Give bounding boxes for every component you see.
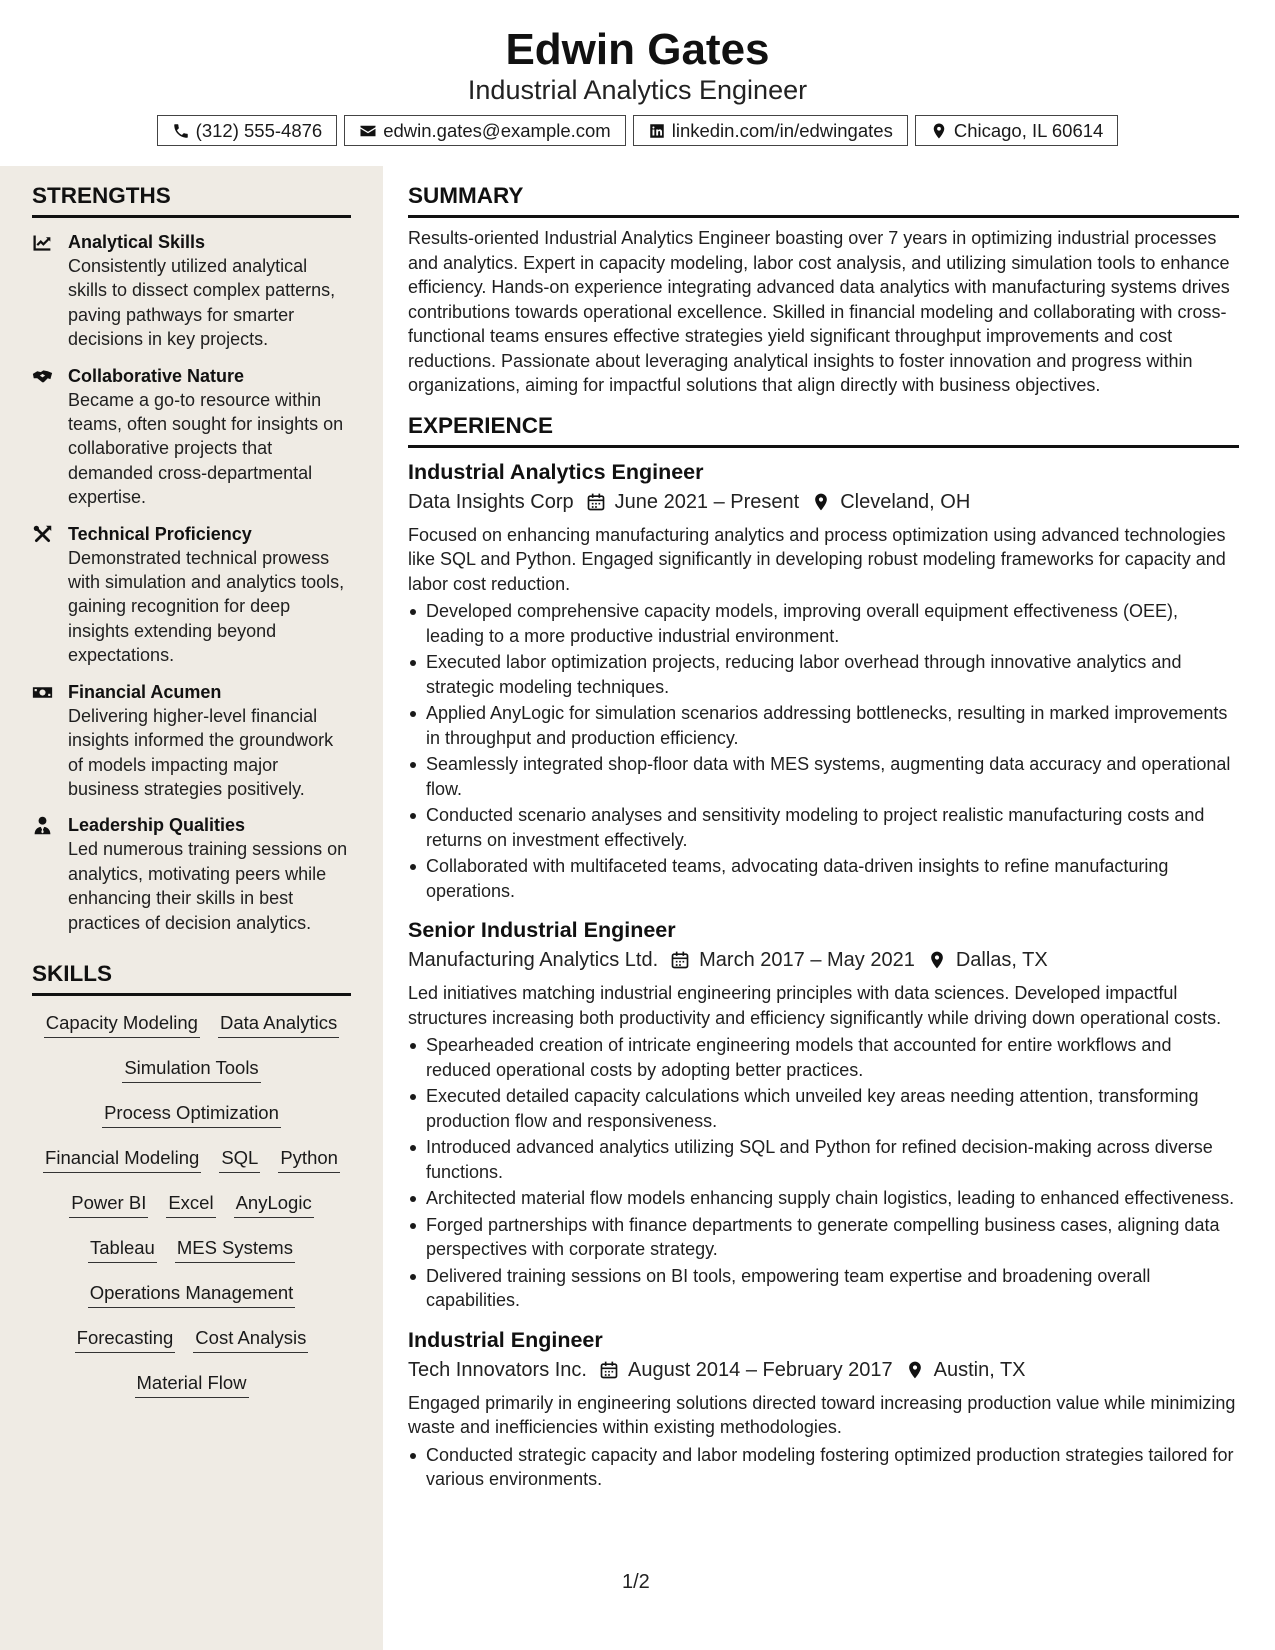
job-bullets <box>408 1443 1239 1492</box>
contact-linkedin-text: linkedin.com/in/edwingates <box>671 119 893 141</box>
strengths-heading: STRENGTHS <box>32 183 351 218</box>
map-pin-icon <box>811 492 831 512</box>
contact-email-text: edwin.gates@example.com <box>383 119 611 141</box>
strength-title: Leadership Qualities <box>68 815 246 836</box>
tools-icon <box>32 524 54 546</box>
skill-tag: Operations Management <box>88 1280 296 1308</box>
map-pin-icon <box>927 950 947 970</box>
skill-tag: SQL <box>219 1145 260 1173</box>
job-location: Dallas, TX <box>955 949 1048 971</box>
skill-tag: Excel <box>166 1190 215 1218</box>
strength-item <box>32 231 351 352</box>
contact-phone[interactable] <box>157 115 338 146</box>
strength-item <box>32 365 351 510</box>
skill-tag: Forecasting <box>75 1325 176 1353</box>
skill-tag: Cost Analysis <box>193 1325 308 1353</box>
summary-section <box>408 183 1239 398</box>
strength-title: Financial Acumen <box>68 681 222 702</box>
job-meta <box>408 1356 1239 1384</box>
calendar-icon <box>599 1360 619 1380</box>
linkedin-icon <box>648 122 666 140</box>
summary-text: Results-oriented Industrial Analytics Engineer boasting over 7 years in optimizing industrial processes and analytics. Expert in capacity modeling, labor cost analysis, and utilizing simulation tools to enhance efficiency. Hands-on experience integrating advanced data analytics with manufacturing systems drives contributions towards operational excellence. Skilled in financial modeling and collaborating with cross-functional teams ensures effective strategies yield significant throughput improvements and cost reductions. Passionate about leveraging analytical insights to foster innovation and progress within organizations, aiming for impactful solutions that align directly with business objectives. <box>408 228 1230 395</box>
skills-list <box>32 1010 351 1415</box>
skill-row <box>32 1100 351 1145</box>
calendar-icon <box>670 950 690 970</box>
map-pin-icon <box>905 1360 925 1380</box>
job-bullet: Executed labor optimization projects, reducing labor overhead through innovative analytics and strategic modeling techniques. <box>408 650 1239 699</box>
strength-desc: Consistently utilized analytical skills to dissect complex patterns, paving pathways for smarter decisions in key projects. <box>68 256 336 350</box>
job-bullet: Applied AnyLogic for simulation scenarios addressing bottlenecks, resulting in marked improvements in throughput and production efficiency. <box>408 701 1239 750</box>
job-bullet: Seamlessly integrated shop-floor data with MES systems, augmenting data accuracy and operational flow. <box>408 752 1239 801</box>
job-bullet: Spearheaded creation of intricate engineering models that accounted for entire workflows and reduced operational costs by adopting better practices. <box>408 1033 1239 1082</box>
resume-header <box>0 0 1275 166</box>
job-bullet: Developed comprehensive capacity models, improving overall equipment effectiveness (OEE), leading to a more productive industrial environment. <box>408 599 1239 648</box>
strength-desc: Became a go-to resource within teams, often sought for insights on collaborative projects that demanded cross-departmental expertise. <box>68 389 344 508</box>
job-company: Tech Innovators Inc. <box>408 1358 587 1381</box>
skill-tag: Power BI <box>69 1190 148 1218</box>
handshake-icon <box>32 366 54 388</box>
job-title: Industrial Engineer <box>408 1327 603 1352</box>
skill-tag: MES Systems <box>175 1235 295 1263</box>
skill-tag: Python <box>278 1145 340 1173</box>
sidebar <box>0 166 383 1650</box>
candidate-name: Edwin Gates <box>505 25 770 74</box>
strength-title: Technical Proficiency <box>68 523 252 544</box>
strength-item <box>32 523 351 668</box>
job-location: Austin, TX <box>933 1358 1026 1381</box>
experience-section <box>408 413 1239 1492</box>
skill-row <box>32 1010 351 1055</box>
main-content <box>408 166 1239 1494</box>
job-entry <box>408 917 1239 1313</box>
skill-tag: Financial Modeling <box>43 1145 201 1173</box>
job-bullet: Conducted strategic capacity and labor modeling fostering optimized production strategies tailored for various environments. <box>408 1443 1239 1492</box>
skill-tag: Data Analytics <box>218 1010 339 1038</box>
job-company: Manufacturing Analytics Ltd. <box>408 949 659 971</box>
contact-bar <box>0 115 1275 146</box>
contact-linkedin[interactable] <box>633 115 908 146</box>
envelope-icon <box>359 122 377 140</box>
skill-tag: Material Flow <box>135 1370 249 1398</box>
skill-row <box>32 1055 351 1100</box>
skill-row <box>32 1145 351 1190</box>
job-bullets <box>408 599 1239 903</box>
page-number: 1/2 <box>622 1571 650 1593</box>
strength-title: Collaborative Nature <box>68 365 245 386</box>
job-dates: March 2017 – May 2021 <box>699 949 915 971</box>
strength-desc: Delivering higher-level financial insights informed the groundwork of models impacting major business strategies positively. <box>68 705 334 799</box>
user-tie-icon <box>32 815 54 837</box>
job-description: Focused on enhancing manufacturing analytics and process optimization using advanced technologies like SQL and Python. Engaged significantly in developing robust modeling frameworks for capacity and labor cost reduction. <box>408 524 1226 594</box>
job-company: Data Insights Corp <box>408 490 574 513</box>
calendar-icon <box>586 492 606 512</box>
skills-heading: SKILLS <box>32 961 351 996</box>
phone-icon <box>172 122 190 140</box>
map-pin-icon <box>930 122 948 140</box>
contact-location[interactable] <box>915 115 1118 146</box>
contact-phone-text: (312) 555-4876 <box>195 119 323 141</box>
job-bullets <box>408 1033 1239 1313</box>
job-meta <box>408 946 1239 974</box>
job-dates: August 2014 – February 2017 <box>627 1358 893 1381</box>
strength-desc: Demonstrated technical prowess with simulation and analytics tools, gaining recognition for deep insights extending beyond expectations. <box>68 547 345 666</box>
skill-tag: Capacity Modeling <box>44 1010 200 1038</box>
experience-heading: EXPERIENCE <box>408 413 1239 448</box>
job-dates: June 2021 – Present <box>614 490 800 513</box>
job-title: Senior Industrial Engineer <box>408 918 676 942</box>
job-entry <box>408 1327 1239 1492</box>
skill-tag: Simulation Tools <box>122 1055 260 1083</box>
strength-item <box>32 681 351 802</box>
skill-tag: Process Optimization <box>102 1100 281 1128</box>
summary-heading: SUMMARY <box>408 183 1239 218</box>
candidate-title: Industrial Analytics Engineer <box>467 75 808 105</box>
skill-row <box>32 1325 351 1370</box>
job-bullet: Architected material flow models enhancing supply chain logistics, leading to enhanced effectiveness. <box>408 1186 1239 1211</box>
skill-tag: Tableau <box>88 1235 157 1263</box>
skill-row <box>32 1235 351 1280</box>
job-bullet: Conducted scenario analyses and sensitivity modeling to project realistic manufacturing costs and returns on investment effectively. <box>408 803 1239 852</box>
chart-line-icon <box>32 232 54 254</box>
job-meta <box>408 488 1239 516</box>
contact-email[interactable] <box>344 115 626 146</box>
job-bullet: Forged partnerships with finance departments to generate compelling business cases, aligning data perspectives with corporate strategy. <box>408 1213 1239 1262</box>
skill-tag: AnyLogic <box>234 1190 314 1218</box>
job-entry <box>408 459 1239 904</box>
job-description: Engaged primarily in engineering solutions directed toward increasing production value while minimizing waste and inefficiencies within existing methodologies. <box>408 1392 1236 1437</box>
job-bullet: Collaborated with multifaceted teams, advocating data-driven insights to refine manufacturing operations. <box>408 854 1239 903</box>
job-bullet: Executed detailed capacity calculations which unveiled key areas needing attention, transforming production flow and responsiveness. <box>408 1084 1239 1133</box>
strength-desc: Led numerous training sessions on analytics, motivating peers while enhancing their skills in best practices of decision analytics. <box>68 839 348 933</box>
job-title: Industrial Analytics Engineer <box>408 459 704 484</box>
strength-item <box>32 814 351 935</box>
job-location: Cleveland, OH <box>840 490 971 513</box>
contact-location-text: Chicago, IL 60614 <box>953 119 1104 141</box>
money-bill-icon <box>32 682 54 704</box>
job-bullet: Introduced advanced analytics utilizing SQL and Python for refined decision-making across diverse functions. <box>408 1135 1239 1184</box>
job-bullet: Delivered training sessions on BI tools, empowering team expertise and broadening overall capabilities. <box>408 1264 1239 1313</box>
skill-row <box>32 1370 351 1415</box>
skill-row <box>32 1280 351 1325</box>
skill-row <box>32 1190 351 1235</box>
job-description: Led initiatives matching industrial engineering principles with data sciences. Developed impactful structures increasing both productivity and efficiency significantly while driving down operational costs. <box>408 983 1222 1028</box>
strength-title: Analytical Skills <box>68 232 206 252</box>
